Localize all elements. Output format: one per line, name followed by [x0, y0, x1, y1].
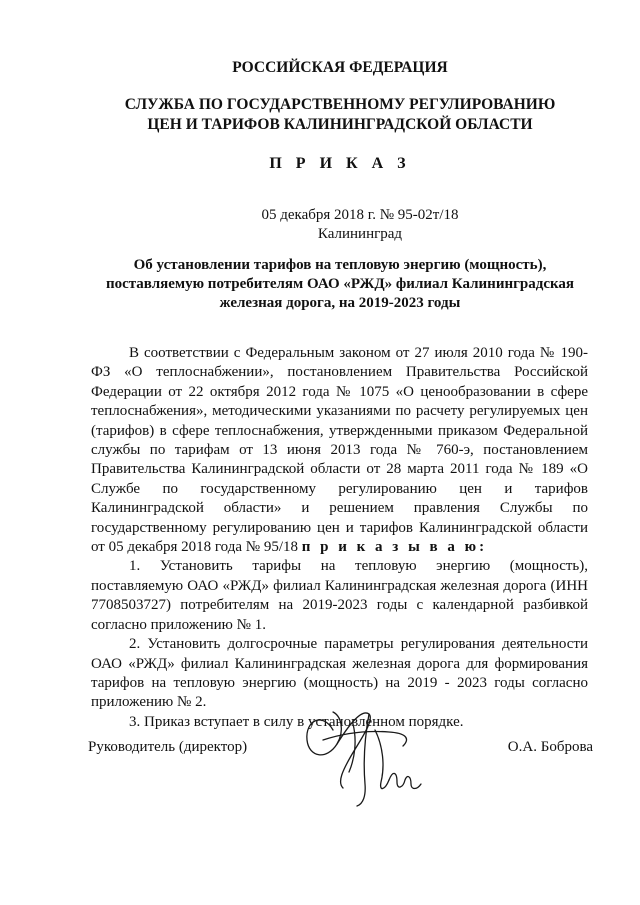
preamble-paragraph: [91, 344, 588, 557]
country-heading: РОССИЙСКАЯ ФЕДЕРАЦИЯ: [232, 59, 448, 76]
service-heading-line2: ЦЕН И ТАРИФОВ КАЛИНИНГРАДСКОЙ ОБЛАСТИ: [147, 116, 533, 133]
order-item-1: 1. Установить тарифы на тепловую энергию (мощность), поставляемую ОАО «РЖД» филиал Калининградская железная дорога (ИНН 7708503727) потребителям на 2019-2023 годы с календарной разбивкой согласно приложению № 1.: [91, 558, 588, 633]
date-number: 05 декабря 2018 г. № 95-02т/18: [261, 207, 459, 223]
signatory-name: О.А. Боброва: [507, 739, 593, 755]
service-heading-line1: СЛУЖБА ПО ГОСУДАРСТВЕННОМУ РЕГУЛИРОВАНИЮ: [124, 96, 556, 113]
signatory-role: Руководитель (директор): [88, 739, 248, 755]
service-heading: [60, 95, 620, 135]
handwritten-signature: [293, 700, 443, 810]
date-number-block: [170, 206, 550, 244]
document-type-heading: П Р И К А З: [269, 155, 411, 172]
order-item-3: 3. Приказ вступает в силу в установленном порядке.: [129, 713, 464, 730]
city: Калининград: [317, 226, 403, 242]
document-body: [91, 344, 588, 732]
subject-line2: поставляемую потребителям ОАО «РЖД» филиал Калининградская: [105, 276, 575, 292]
order-word: п р и к а з ы в а ю:: [301, 539, 488, 556]
subject-line1: Об установлении тарифов на тепловую энергию (мощность),: [133, 257, 547, 273]
subject-line3: железная дорога, на 2019-2023 годы: [219, 295, 461, 311]
preamble-text: В соответствии с Федеральным законом от 27 июля 2010 года № 190-ФЗ «О теплоснабжении», постановлением Правительства Российской Федерации от 22 октября 2012 года № 1075 «О ценообразовании в сфере теплоснабжения», методическими указаниями по расчету регулируемых цен (тарифов) в сфере теплоснабжения, утвержденными приказом Федеральной службы по тарифам от 13 июня 2013 года № 760-э, постановлением Правительства Калининградской области от 28 марта 2011 года № 189 «О Службе по государственному регулированию цен и тарифов Калининградской области» и решением правления Службы по государственному регулированию цен и тарифов Калининградской области от 05 декабря 2018 года № 95/18: [91, 345, 588, 556]
document-subject: [92, 256, 588, 313]
order-item-2: 2. Установить долгосрочные параметры регулирования деятельности ОАО «РЖД» филиал Калининградская железная дорога для формирования тарифов на тепловую энергию (мощность) на 2019 - 2023 годы согласно приложению № 2.: [91, 636, 588, 711]
